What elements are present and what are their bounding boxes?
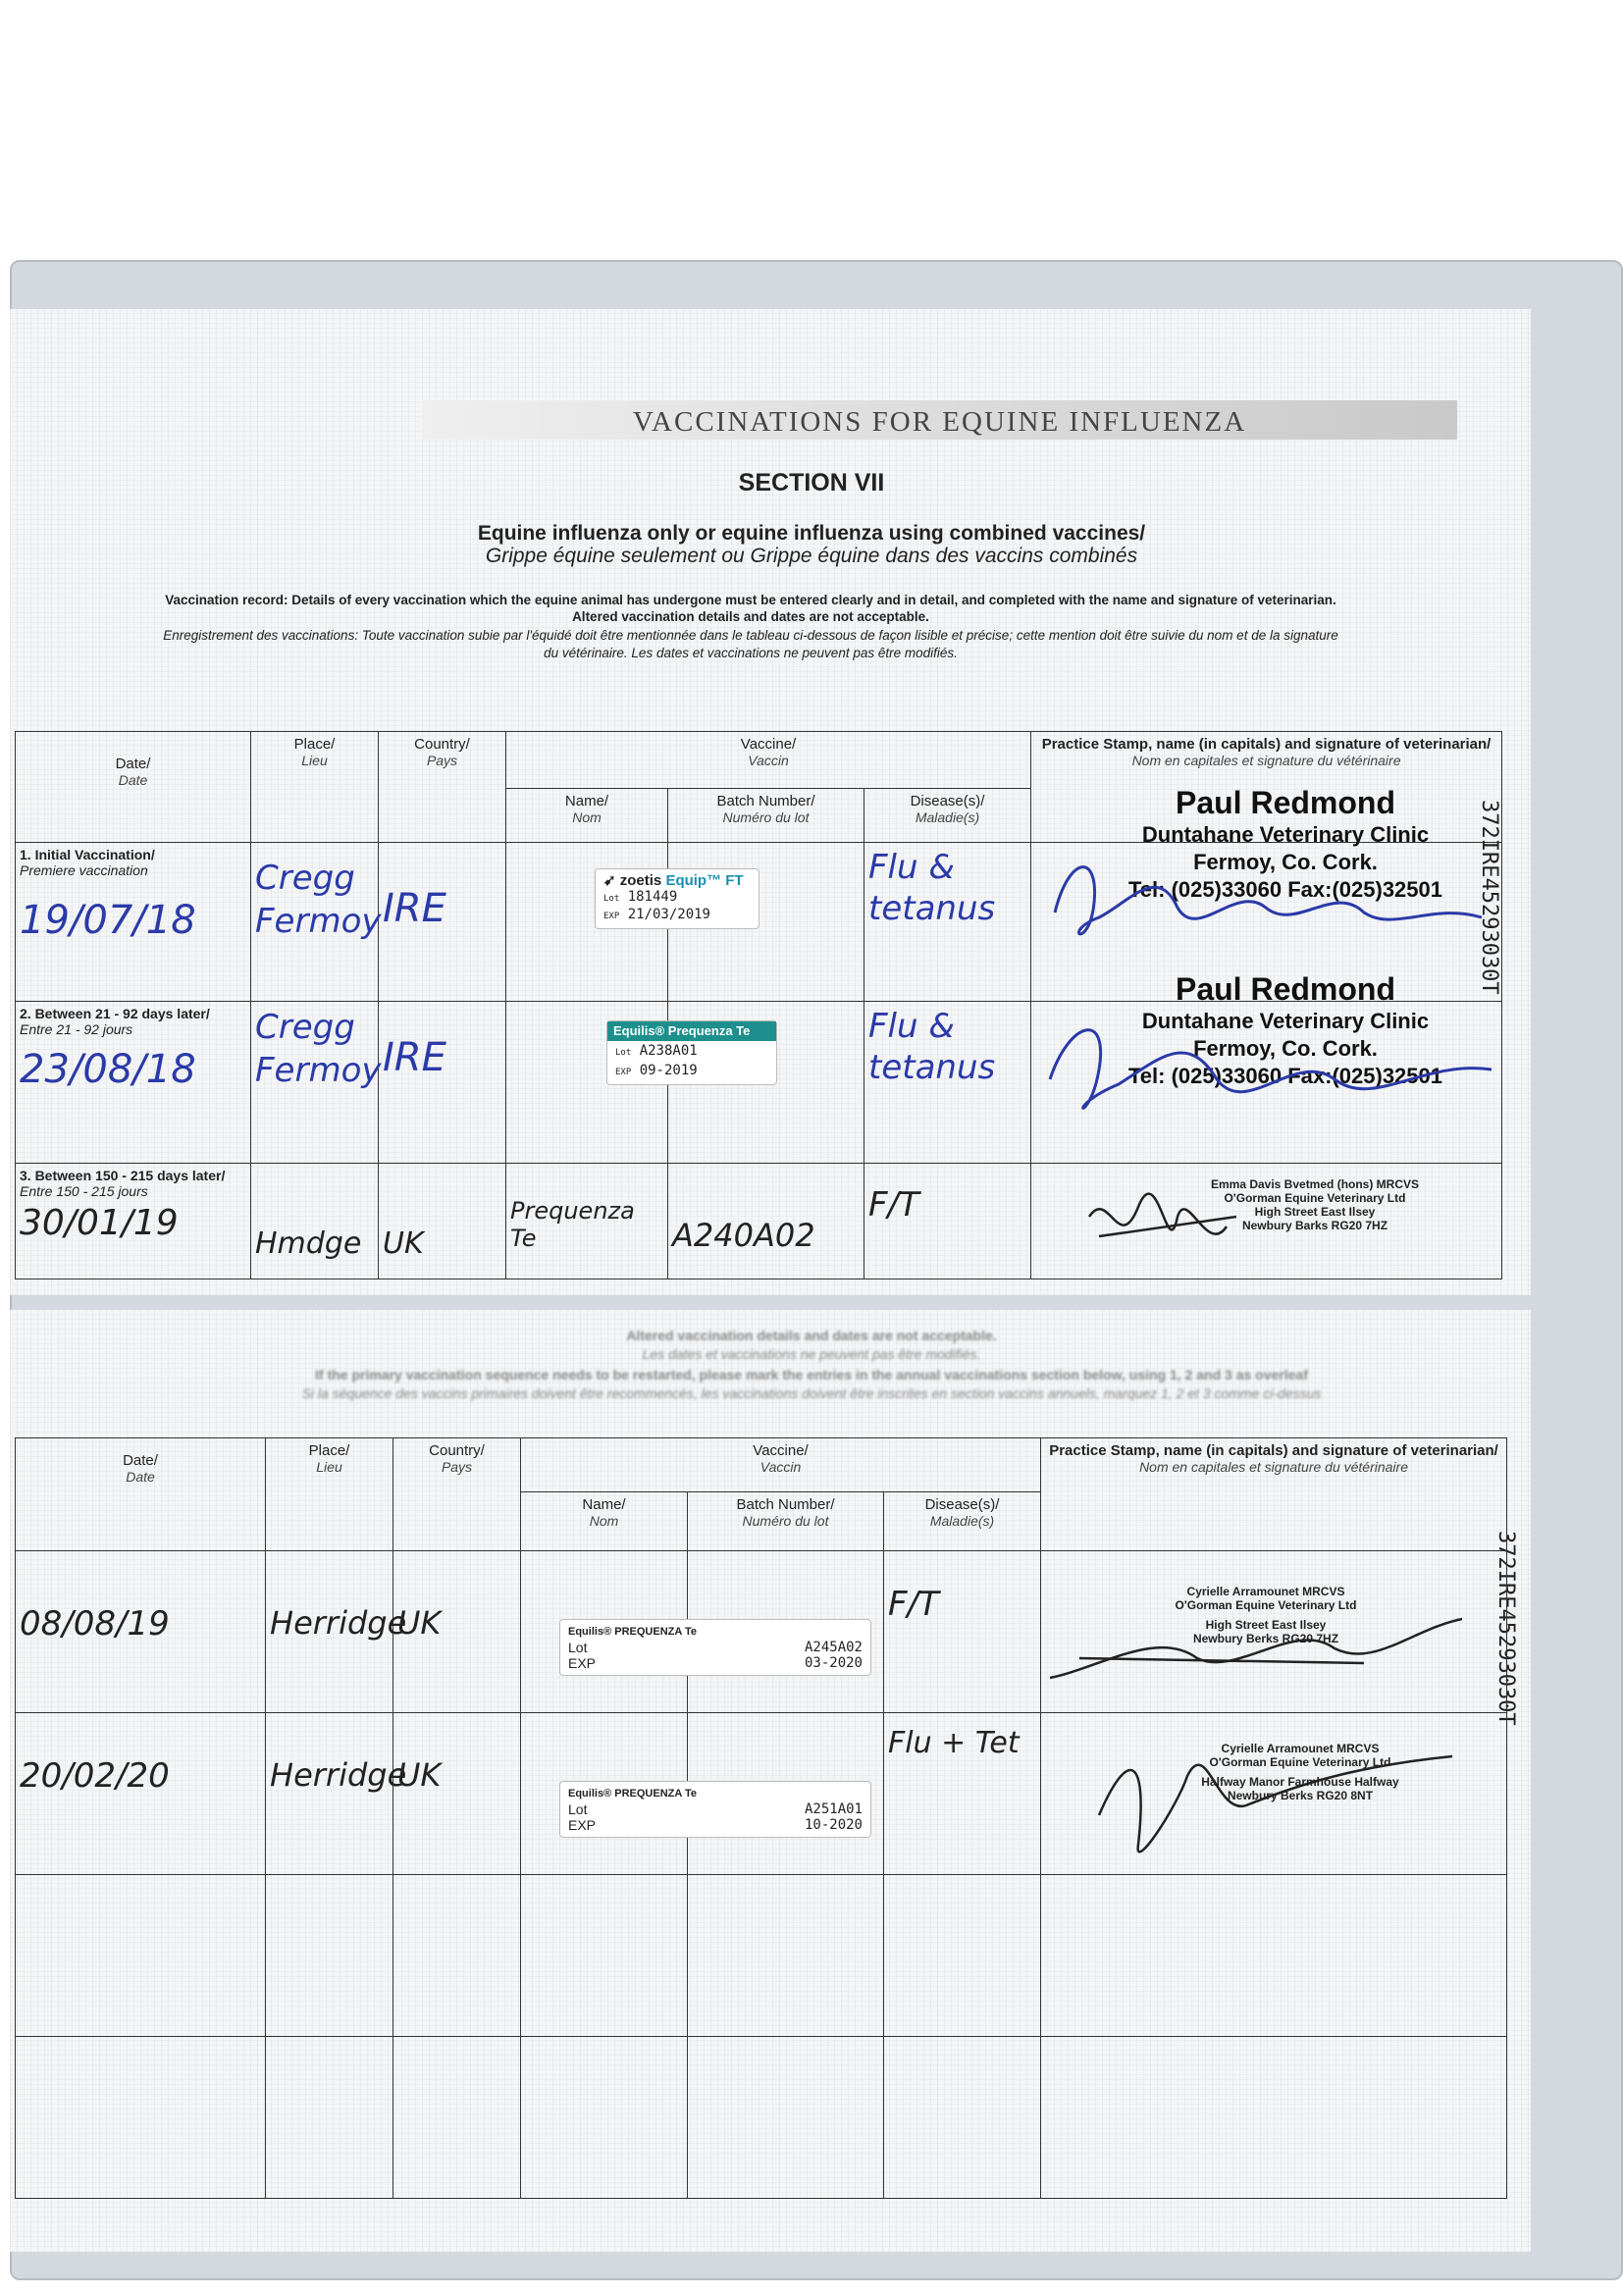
faded-note-2: Les dates et vaccinations ne peuvent pas être modifiés. xyxy=(642,1346,981,1362)
col-date: Date/ Date xyxy=(16,732,251,843)
practice-stamp: Emma Davis Bvetmed (hons) MRCVS O'Gorman Equine Veterinary Ltd High Street East Ilsey Newbury Barks RG20 7HZ xyxy=(1210,1177,1420,1232)
practice-stamp: Paul Redmond Duntahane Veterinary Clinic Fermoy, Co. Cork. Tel: (025)33060 Fax:(025)32501 xyxy=(1127,785,1442,902)
note-fr-1: Enregistrement des vaccinations: Toute vaccination subie par l'équidé doit être mentionnée dans le tableau ci-dessous de façon lisible et précise; cette mention doit être suivie du nom et de la signature xyxy=(163,628,1338,643)
col-disease: Disease(s)/ Maladie(s) xyxy=(884,1492,1041,1551)
col-stamp: Practice Stamp, name (in capitals) and signature of veterinarian/ Nom en capitales et signature du vétérinaire xyxy=(1031,732,1502,843)
name-cell xyxy=(521,1875,688,2037)
section-banner xyxy=(422,400,1457,440)
passport-id-code: 372IRE45293030T xyxy=(1493,1531,1518,1726)
col-place: Place/ Lieu xyxy=(251,732,379,843)
note-en-1: Vaccination record: Details of every vaccination which the equine animal has undergone must be entered clearly and in detail, and completed with the name and signature of veterinarian. xyxy=(165,593,1336,607)
place-cell: Herridge xyxy=(266,1551,393,1713)
note-en-2: Altered vaccination details and dates are not acceptable. xyxy=(572,609,929,624)
signature xyxy=(1079,1177,1246,1276)
stamp-cell xyxy=(1041,1875,1507,2037)
table-row xyxy=(16,1875,1507,2037)
place-cell: Cregg Fermoy xyxy=(251,843,379,1002)
country-cell xyxy=(393,1875,521,2037)
disease-cell: F/T xyxy=(884,1551,1041,1713)
col-disease: Disease(s)/ Maladie(s) xyxy=(864,789,1031,843)
col-stamp: Practice Stamp, name (in capitals) and signature of veterinarian/ Nom en capitales et signature du vétérinaire xyxy=(1041,1438,1507,1551)
practice-stamp: Cyrielle Arramounet MRCVS O'Gorman Equine Veterinary Ltd High Street East Ilsey Newbury Berks RG20 7HZ xyxy=(1175,1585,1357,1645)
faded-note-1: Altered vaccination details and dates are not acceptable. xyxy=(626,1328,997,1343)
col-batch: Batch Number/ Numéro du lot xyxy=(688,1492,884,1551)
country-cell: IRE xyxy=(379,843,506,1002)
place-cell: Cregg Fermoy xyxy=(251,1002,379,1164)
faded-note-3: If the primary vaccination sequence needs to be restarted, please mark the entries in the annual vaccinations section below, using 1, 2 and 3 as overleaf xyxy=(315,1367,1308,1383)
country-cell: UK xyxy=(393,1551,521,1713)
subtitle-en: Equine influenza only or equine influenza using combined vaccines/ xyxy=(477,522,1146,545)
batch-cell xyxy=(688,2037,884,2199)
country-cell: UK xyxy=(379,1164,506,1279)
col-name: Name/ Nom xyxy=(521,1492,688,1551)
signature xyxy=(1040,824,1511,1138)
date-cell: 2. Between 21 - 92 days later/ Entre 21 - 92 jours 23/08/18 xyxy=(16,1002,251,1164)
date-cell: 08/08/19 xyxy=(16,1551,266,1713)
disease-cell: Flu & tetanus xyxy=(864,843,1031,1002)
disease-cell: F/T xyxy=(864,1164,1031,1279)
place-cell: Hmdge xyxy=(251,1164,379,1279)
batch-cell xyxy=(688,1875,884,2037)
stamp-cell xyxy=(1041,2037,1507,2199)
date-cell xyxy=(16,1875,266,2037)
passport-id-code: 372IRE45293030T xyxy=(1477,800,1501,995)
country-cell xyxy=(393,2037,521,2199)
batch-cell: A240A02 xyxy=(668,1164,864,1279)
disease-cell xyxy=(884,1875,1041,2037)
signature xyxy=(1040,1590,1472,1884)
col-batch: Batch Number/ Numéro du lot xyxy=(668,789,864,843)
name-cell xyxy=(521,2037,688,2199)
table-row xyxy=(16,2037,1507,2199)
vaccine-sticker: Equilis® PREQUENZA Te Lot A251A01 EXP 10-2020 xyxy=(559,1781,871,1838)
col-place: Place/ Lieu xyxy=(266,1438,393,1551)
place-cell xyxy=(266,2037,393,2199)
date-cell: 3. Between 150 - 215 days later/ Entre 150 - 215 jours 30/01/19 xyxy=(16,1164,251,1279)
vaccine-sticker: Equilis® PREQUENZA Te Lot A245A02 EXP 03-2020 xyxy=(559,1619,871,1676)
col-country: Country/ Pays xyxy=(379,732,506,843)
practice-stamp: Paul Redmond Duntahane Veterinary Clinic Fermoy, Co. Cork. Tel: (025)33060 Fax:(025)32501 xyxy=(1127,971,1442,1088)
brand-logo-icon: ➹ xyxy=(603,872,616,889)
col-vaccine: Vaccine/ Vaccin xyxy=(506,732,1031,789)
disease-cell xyxy=(884,2037,1041,2199)
vaccine-sticker: Equilis® Prequenza Te Lot A238A01 EXP 09-2019 xyxy=(606,1020,777,1085)
section-title: SECTION VII xyxy=(738,469,885,496)
col-name: Name/ Nom xyxy=(506,789,668,843)
col-date: Date/ Date xyxy=(16,1438,266,1551)
country-cell: UK xyxy=(393,1713,521,1875)
col-country: Country/ Pays xyxy=(393,1438,521,1551)
date-cell xyxy=(16,2037,266,2199)
banner-title: VACCINATIONS FOR EQUINE INFLUENZA xyxy=(632,406,1247,438)
practice-stamp: Cyrielle Arramounet MRCVS O'Gorman Equine Veterinary Ltd Halfway Manor Farmhouse Halfway Newbury Berks RG20 8NT xyxy=(1201,1742,1399,1802)
note-fr-2: du vétérinaire. Les dates et vaccinations ne peuvent pas être modifiés. xyxy=(544,646,958,660)
name-cell: Prequenza Te xyxy=(506,1164,668,1279)
subtitle-fr: Grippe équine seulement ou Grippe équine dans des vaccins combinés xyxy=(485,545,1138,567)
place-cell xyxy=(266,1875,393,2037)
place-cell: Herridge xyxy=(266,1713,393,1875)
disease-cell: Flu + Tet xyxy=(884,1713,1041,1875)
date-cell: 20/02/20 xyxy=(16,1713,266,1875)
disease-cell: Flu & tetanus xyxy=(864,1002,1031,1164)
country-cell: IRE xyxy=(379,1002,506,1164)
col-vaccine: Vaccine/ Vaccin xyxy=(521,1438,1041,1492)
date-cell: 1. Initial Vaccination/ Premiere vaccination 19/07/18 xyxy=(16,843,251,1002)
vaccine-sticker: ➹ zoetis Equip™ FT Lot 181449 EXP 21/03/2019 xyxy=(595,868,759,929)
faded-note-4: Si la séquence des vaccins primaires doivent être recommencés, les vaccinations doivent être inscrites en section vaccins annuels, marquez 1, 2 et 3 comme ci-dessus xyxy=(301,1385,1322,1401)
